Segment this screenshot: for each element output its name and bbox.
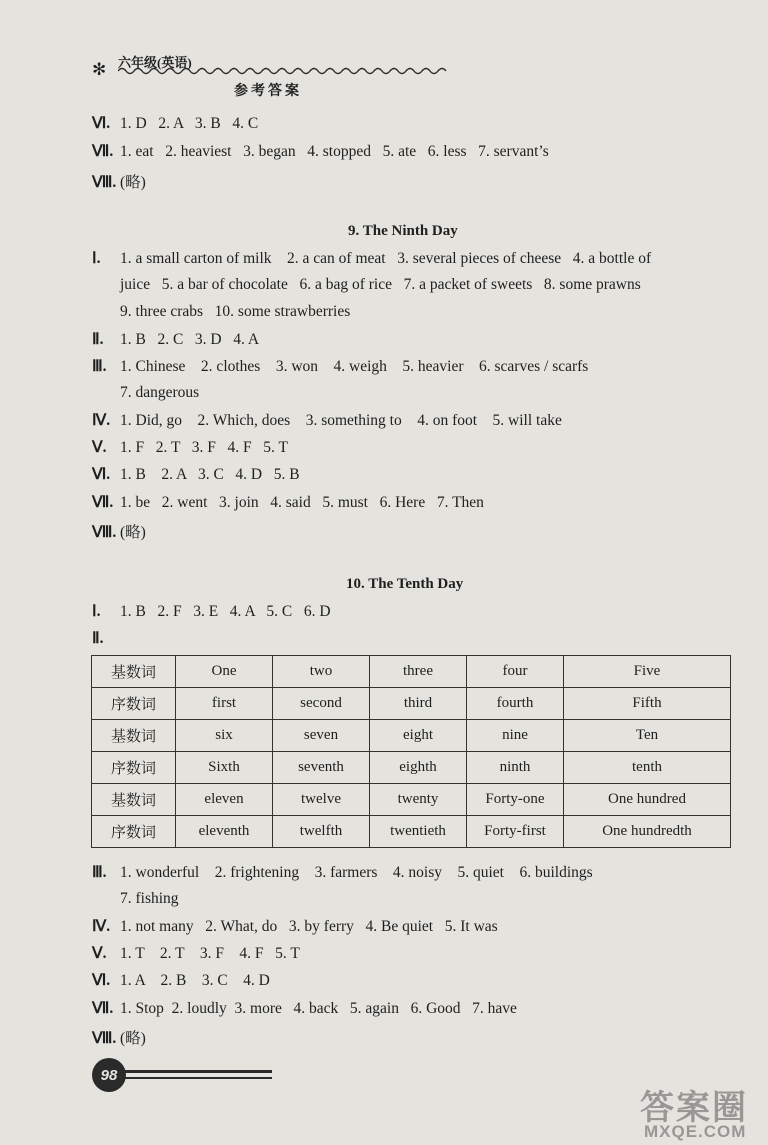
- answers-title: 参考答案: [234, 84, 302, 99]
- table-cell: twelfth: [273, 816, 370, 848]
- footer-rule: [124, 1077, 272, 1079]
- table-cell: One hundred: [564, 784, 731, 816]
- answer-line: juice 5. a bar of chocolate 6. a bag of rice 7. a packet of sweets 8. some prawns: [120, 276, 641, 293]
- grade-label: 六年级(英语): [118, 55, 192, 70]
- answer-line: Ⅶ. 1. Stop 2. loudly 3. more 4. back 5. again 6. Good 7. have: [92, 1000, 517, 1017]
- table-cell: second: [273, 688, 370, 720]
- table-cell: 序数词: [92, 816, 176, 848]
- table-cell: seventh: [273, 752, 370, 784]
- table-cell: Forty-one: [467, 784, 564, 816]
- number-table: [91, 655, 731, 848]
- section-title: 9. The Ninth Day: [348, 223, 458, 239]
- table-cell: 基数词: [92, 784, 176, 816]
- page-number: 98: [92, 1058, 126, 1092]
- table-cell: One: [176, 656, 273, 688]
- footer-rule: [124, 1070, 272, 1073]
- table-cell: four: [467, 656, 564, 688]
- table-cell: two: [273, 656, 370, 688]
- wavy-divider: [118, 66, 448, 76]
- answer-line: Ⅳ. 1. Did, go 2. Which, does 3. something to 4. on foot 5. will take: [92, 412, 562, 429]
- answer-line: Ⅵ. 1. A 2. B 3. C 4. D: [92, 972, 270, 989]
- answer-line: Ⅲ. 1. Chinese 2. clothes 3. won 4. weigh 5. heavier 6. scarves / scarfs: [92, 358, 589, 375]
- table-row: [92, 784, 731, 816]
- table-cell: ninth: [467, 752, 564, 784]
- table-cell: twentieth: [370, 816, 467, 848]
- table-cell: eighth: [370, 752, 467, 784]
- answer-line: Ⅶ. 1. eat 2. heaviest 3. began 4. stopped 5. ate 6. less 7. servant’s: [92, 143, 549, 160]
- answer-line: 7. dangerous: [120, 384, 200, 401]
- table-cell: 序数词: [92, 688, 176, 720]
- answer-line: 7. fishing: [120, 890, 179, 907]
- answer-line: Ⅳ. 1. not many 2. What, do 3. by ferry 4. Be quiet 5. It was: [92, 918, 498, 935]
- answer-line: Ⅶ. 1. be 2. went 3. join 4. said 5. must 6. Here 7. Then: [92, 494, 484, 511]
- answer-line: Ⅵ. 1. D 2. A 3. B 4. C: [92, 115, 259, 132]
- answer-line: Ⅱ. 1. B 2. C 3. D 4. A: [92, 331, 260, 348]
- answer-line: Ⅰ. 1. a small carton of milk 2. a can of meat 3. several pieces of cheese 4. a bottle of: [92, 250, 652, 267]
- table-cell: 基数词: [92, 720, 176, 752]
- table-cell: Ten: [564, 720, 731, 752]
- table-cell: nine: [467, 720, 564, 752]
- table-cell: fourth: [467, 688, 564, 720]
- watermark-logo: [640, 1080, 748, 1141]
- table-cell: 基数词: [92, 656, 176, 688]
- table-row: [92, 816, 731, 848]
- table-cell: twenty: [370, 784, 467, 816]
- table-cell: eleventh: [176, 816, 273, 848]
- answer-line: Ⅲ. 1. wonderful 2. frightening 3. farmers 4. noisy 5. quiet 6. buildings: [92, 864, 593, 881]
- table-cell: three: [370, 656, 467, 688]
- table-cell: 序数词: [92, 752, 176, 784]
- table-row: [92, 752, 731, 784]
- watermark-logo-text: 答案圈: [640, 1089, 748, 1127]
- table-cell: Forty-first: [467, 816, 564, 848]
- flower-ornament-icon: ✻: [92, 60, 107, 79]
- answer-line: Ⅴ. 1. F 2. T 3. F 4. F 5. T: [92, 439, 288, 456]
- table-cell: eight: [370, 720, 467, 752]
- answer-line: Ⅴ. 1. T 2. T 3. F 4. F 5. T: [92, 945, 300, 962]
- watermark-site: MXQE.COM: [644, 1122, 747, 1141]
- answer-line: 9. three crabs 10. some strawberries: [120, 303, 351, 320]
- answer-line: Ⅰ. 1. B 2. F 3. E 4. A 5. C 6. D: [92, 603, 331, 620]
- table-cell: twelve: [273, 784, 370, 816]
- table-row: [92, 688, 731, 720]
- answer-line: Ⅷ. (略): [92, 1030, 146, 1047]
- table-row: [92, 656, 731, 688]
- answer-line: Ⅷ. (略): [92, 174, 146, 191]
- answer-line: Ⅱ.: [92, 630, 104, 647]
- table-row: [92, 720, 731, 752]
- answer-line: Ⅷ. (略): [92, 524, 146, 541]
- table-cell: Fifth: [564, 688, 731, 720]
- table-cell: seven: [273, 720, 370, 752]
- table-cell: first: [176, 688, 273, 720]
- table-cell: eleven: [176, 784, 273, 816]
- table-cell: tenth: [564, 752, 731, 784]
- table-cell: six: [176, 720, 273, 752]
- section-title: 10. The Tenth Day: [346, 576, 464, 592]
- answer-line: Ⅵ. 1. B 2. A 3. C 4. D 5. B: [92, 466, 300, 483]
- table-cell: third: [370, 688, 467, 720]
- table-cell: Sixth: [176, 752, 273, 784]
- table-cell: Five: [564, 656, 731, 688]
- table-cell: One hundredth: [564, 816, 731, 848]
